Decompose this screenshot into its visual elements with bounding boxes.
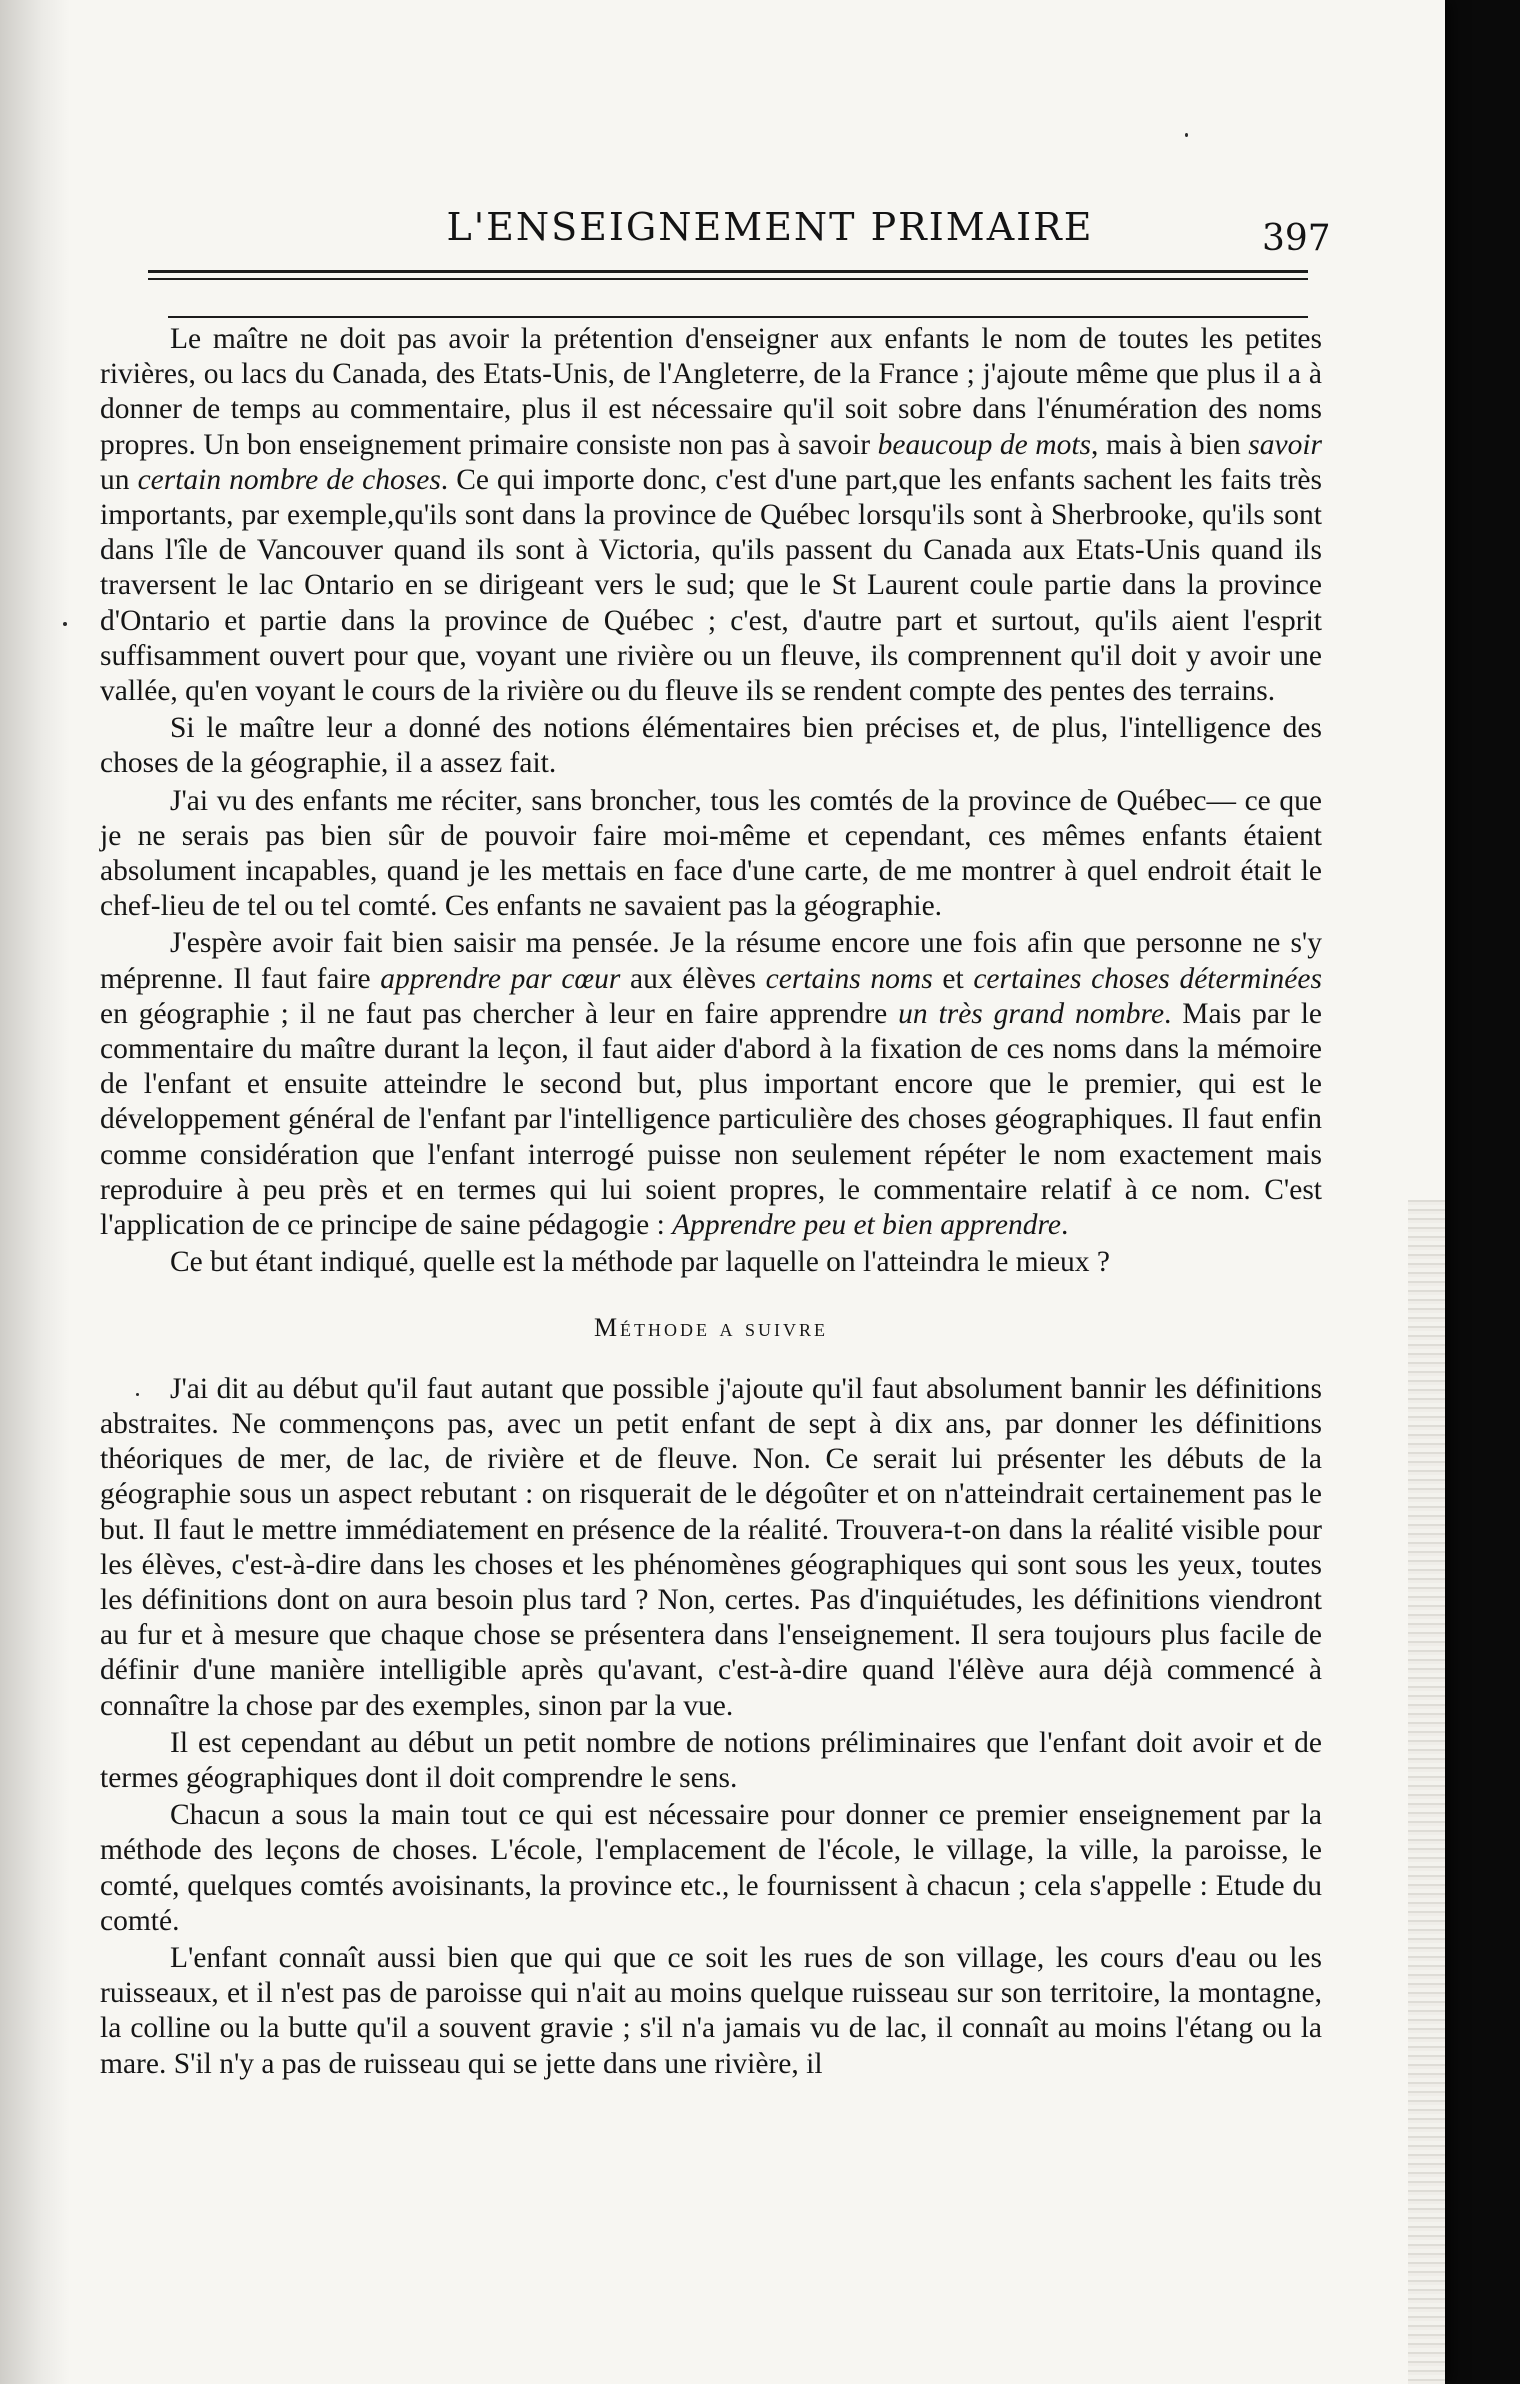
paragraph bbox=[100, 322, 1322, 709]
print-speck bbox=[136, 1393, 139, 1396]
paragraph bbox=[100, 1798, 1322, 1939]
text-run: et bbox=[932, 962, 974, 995]
italic-phrase: un très grand nombre bbox=[898, 997, 1165, 1030]
page-number: 397 bbox=[1262, 218, 1331, 259]
paragraph bbox=[100, 1245, 1322, 1280]
italic-phrase: beaucoup de mots bbox=[877, 428, 1092, 461]
header-rule-thick bbox=[148, 270, 1308, 273]
italic-phrase: Apprendre peu et bien apprendre bbox=[672, 1209, 1061, 1242]
italic-phrase: certains noms bbox=[765, 962, 933, 995]
text-run: . Mais par le commentaire du maître durant la leçon, il faut aider d'abord à la fixation de ces noms dans la mémoire de l'enfant et ensuite atteindre le second but, plus important encore que le premier, qui est le développement général de l'enfant par l'intelligence particulière des choses géographiques. Il faut enfin comme considération que l'enfant interrogé puisse non seulement répéter le nom exactement mais reproduire à peu près et en termes qui lui soient propres, le commentaire relatif à ce nom. C'est l'application de ce principe de saine pédagogie : bbox=[100, 997, 1322, 1242]
paragraphs-before-section bbox=[100, 322, 1322, 1280]
print-speck bbox=[63, 622, 67, 626]
paragraphs-after-section bbox=[100, 1372, 1322, 2082]
text-run: , mais à bien bbox=[1091, 428, 1249, 461]
section-title: Méthode a suivre bbox=[593, 1313, 829, 1343]
paragraph bbox=[100, 926, 1322, 1243]
paragraph bbox=[100, 784, 1322, 925]
text-run: aux élèves bbox=[620, 962, 766, 995]
italic-phrase: certain nombre de choses bbox=[137, 463, 441, 496]
text-run: Si le maître leur a donné des notions élémentaires bien précises et, de plus, l'intelligence des choses de la géographie, il a assez fait. bbox=[100, 712, 1322, 780]
text-run: un bbox=[100, 463, 138, 496]
body-text bbox=[100, 322, 1322, 2082]
header-rule-thin bbox=[148, 278, 1308, 280]
text-run: Ce but étant indiqué, quelle est la méthode par laquelle on l'atteindra le mieux ? bbox=[170, 1246, 1110, 1279]
text-run: J'ai dit au début qu'il faut autant que possible j'ajoute qu'il faut absolument bannir les définitions abstraites. Ne commençons pas, avec un petit enfant de sept à dix ans, par donner les définitions théoriques de mer, de lac, de rivière et de fleuve. Non. Ce serait lui présenter les débuts de la géographie sous un aspect rebutant : on risquerait de le dégoûter et on n'atteindrait certainement pas le but. Il faut le mettre immédiatement en présence de la réalité. Trouvera-t-on dans la réalité visible pour les élèves, c'est-à-dire dans les choses et les phénomènes géographiques qui sont sous les yeux, toutes les définitions dont on aura besoin plus tard ? Non, certes. Pas d'inquiétudes, les définitions viendront au fur et à mesure que chaque chose se présentera dans l'enseignement. Il sera toujours plus facile de définir d'une manière intelligible après qu'avant, c'est-à-dire quand l'élève aura déjà commencé à connaître la chose par des exemples, sinon par la vue. bbox=[100, 1372, 1322, 1722]
italic-phrase: apprendre par cœur bbox=[380, 962, 621, 995]
paragraph bbox=[100, 1726, 1322, 1796]
paragraph bbox=[100, 1372, 1322, 1724]
text-run: en géographie ; il ne faut pas chercher à leur en faire apprendre bbox=[100, 997, 899, 1030]
paragraph bbox=[100, 711, 1322, 781]
running-title: L'ENSEIGNEMENT PRIMAIRE bbox=[446, 205, 1094, 249]
header-rule-lower bbox=[168, 316, 1308, 318]
text-run: J'ai vu des enfants me réciter, sans broncher, tous les comtés de la province de Québec— ce que je ne serais pas bien sûr de pouvoir faire moi-même et cependant, ces mêmes enfants étaient absolument incapables, quand je les mettais en face d'une carte, de me montrer à quel endroit était le chef-lieu de tel ou tel comté. Ces enfants ne savaient pas la géographie. bbox=[100, 784, 1322, 923]
italic-phrase: savoir bbox=[1248, 428, 1323, 461]
text-run: . bbox=[1061, 1209, 1069, 1242]
text-run: L'enfant connaît aussi bien que qui que ce soit les rues de son village, les cours d'eau ou les ruisseaux, et il n'est pas de paroisse qui n'ait au moins quelque ruisseau sur son territoire, la montagne, la colline ou la butte qu'il a souvent gravie ; s'il n'a jamais vu de lac, il connaît au moins l'étang ou la mare. S'il n'y a pas de ruisseau qui se jette dans une rivière, il bbox=[100, 1941, 1322, 2080]
text-run: . Ce qui importe donc, c'est d'une part,que les enfants sachent les faits très importants, par exemple,qu'ils sont dans la province de Québec lorsqu'ils sont à Sherbrooke, qu'ils sont dans l'île de Vancouver quand ils sont à Victoria, qu'ils passent du Canada aux Etats-Unis quand ils traversent le lac Ontario en se dirigeant vers le sud; que le St Laurent coule partie dans la province d'Ontario et partie dans la province de Québec ; c'est, d'autre part et surtout, qu'ils aient l'esprit suffisamment ouvert pour que, voyant une rivière ou un fleuve, ils comprennent qu'il doit y avoir une vallée, qu'en voyant le cours de la rivière ou du fleuve ils se rendent compte des pentes des terrains. bbox=[100, 463, 1322, 708]
italic-phrase: certaines choses déterminées bbox=[973, 962, 1322, 995]
page-edge-texture bbox=[1408, 1200, 1445, 2384]
page-gutter-shadow bbox=[0, 0, 70, 2384]
text-run: Il est cependant au début un petit nombre de notions préliminaires que l'enfant doit avoir et de termes géographiques dont il doit comprendre le sens. bbox=[100, 1726, 1322, 1794]
text-run: Chacun a sous la main tout ce qui est nécessaire pour donner ce premier enseignement par la méthode des leçons de choses. L'école, l'emplacement de l'école, le village, la ville, la paroisse, le comté, quelques comtés avoisinants, la province etc., le fournissent à chacun ; cela s'appelle : Etude du comté. bbox=[100, 1799, 1322, 1937]
print-speck bbox=[1185, 133, 1188, 137]
text-run: Le maître ne doit pas avoir la prétention d'enseigner aux enfants le nom de toutes les petites rivières, ou lacs du Canada, des Etats-Unis, de l'Angleterre, de la France ; j'ajoute même que plus il a à donner de temps au commentaire, plus il est nécessaire qu'il soit sobre dans l'énumération des noms propres. Un bon enseignement primaire consiste non pas à savoir bbox=[100, 323, 1322, 461]
text-run: J'espère avoir fait bien saisir ma pensée. Je la résume encore une fois afin que personne ne s'y méprenne. Il faut faire bbox=[100, 927, 1322, 995]
paragraph bbox=[100, 1941, 1322, 2082]
